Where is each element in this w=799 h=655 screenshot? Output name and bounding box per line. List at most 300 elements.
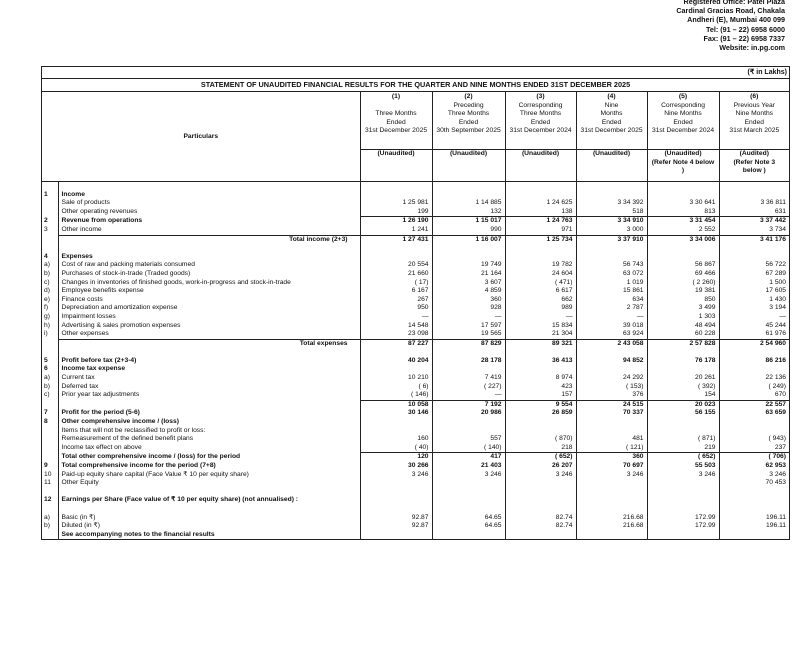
value-cell: 132	[432, 208, 505, 217]
row-label	[58, 348, 360, 357]
value-cell: 631	[774, 207, 787, 215]
column-header-line2: Nine Months	[664, 110, 702, 118]
value-cell	[432, 496, 505, 505]
row-label: See accompanying notes to the financial results	[58, 531, 360, 540]
value-cell: 82.74	[505, 522, 576, 531]
value-cell: 1 24 625	[505, 199, 576, 208]
table-row	[42, 471, 789, 480]
value-cell: 670	[774, 391, 787, 399]
row-number: c)	[42, 391, 58, 400]
value-cell: 20 986	[432, 409, 505, 418]
value-cell	[576, 244, 647, 253]
value-cell: —	[576, 313, 647, 322]
value-cell: 28 178	[432, 357, 505, 366]
value-cell: 69 466	[647, 270, 719, 279]
address-line: Cardinal Gracias Road, Chakala	[676, 6, 785, 16]
value-cell: 1 303	[647, 313, 719, 322]
value-cell: 1 241	[360, 226, 432, 235]
value-cell: —	[505, 313, 576, 322]
value-cell: 1 25 981	[360, 199, 432, 208]
column-header-line1: Corresponding	[518, 101, 563, 109]
value-cell	[719, 505, 789, 514]
row-number	[42, 235, 58, 244]
value-cell	[647, 496, 719, 505]
table-row	[42, 261, 789, 270]
value-cell: 138	[505, 208, 576, 217]
row-label: Total other comprehensive income / (loss) for the period	[58, 453, 360, 462]
column-status	[719, 150, 789, 182]
value-cell	[360, 531, 432, 540]
value-cell	[576, 496, 647, 505]
value-cell: 20 261	[647, 374, 719, 383]
table-row	[42, 522, 789, 531]
value-cell	[719, 488, 789, 497]
value-cell	[719, 182, 789, 191]
row-number: 3	[42, 226, 58, 235]
value-cell: 154	[647, 391, 719, 400]
value-cell: 172.99	[647, 522, 719, 531]
value-cell: 3 246	[647, 471, 719, 480]
column-header	[647, 92, 719, 150]
row-number	[42, 435, 58, 444]
value-cell	[576, 191, 647, 200]
table-row	[42, 330, 789, 339]
value-cell: 21 403	[432, 462, 505, 471]
table-row	[42, 191, 789, 200]
table-row	[42, 462, 789, 471]
row-label: Depreciation and amortization expense	[58, 304, 360, 313]
row-number	[42, 453, 58, 462]
value-cell: ( 943)	[768, 435, 787, 443]
statement-title: STATEMENT OF UNAUDITED FINANCIAL RESULTS FOR THE QUARTER AND NINE MONTHS ENDED 31ST DECEMBER 2025	[42, 79, 789, 92]
value-cell: 989	[505, 304, 576, 313]
value-cell: 70 697	[576, 462, 647, 471]
value-cell: 82.74	[505, 514, 576, 523]
row-label: Prior year tax adjustments	[58, 391, 360, 400]
value-cell	[647, 365, 719, 374]
value-cell	[432, 365, 505, 374]
column-header-no: (6)	[750, 93, 759, 100]
column-status-line: (Unaudited)	[377, 150, 415, 157]
column-status-line: )	[681, 167, 685, 175]
row-number	[42, 444, 58, 453]
value-cell: 8 974	[505, 374, 576, 383]
row-label	[58, 182, 360, 191]
column-header	[360, 92, 432, 150]
value-cell	[360, 479, 432, 488]
column-status-line: (Refer Note 3	[733, 158, 776, 166]
column-header-date: 31st December 2025	[580, 127, 643, 135]
column-header-line2: Months	[600, 110, 623, 118]
value-cell: 19 749	[432, 261, 505, 270]
column-header-line2: Nine Months	[735, 110, 774, 118]
value-cell: ( 140)	[432, 444, 505, 453]
value-cell: 3 246	[360, 471, 432, 480]
column-header	[576, 92, 647, 150]
value-cell: 1 14 885	[432, 199, 505, 208]
value-cell: 10 058	[360, 400, 432, 409]
value-cell: 3 36 811	[760, 199, 787, 207]
row-label: Advertising & sales promotion expenses	[58, 322, 360, 331]
value-cell: 56 743	[576, 261, 647, 270]
value-cell: 237	[774, 443, 787, 451]
table-row	[42, 435, 789, 444]
value-cell	[432, 253, 505, 262]
row-number: h)	[42, 322, 58, 331]
value-cell: 3 30 641	[647, 199, 719, 208]
value-cell	[505, 244, 576, 253]
value-cell: ( 227)	[432, 383, 505, 392]
column-header-line2: Three Months	[519, 110, 562, 118]
value-cell: 56 155	[647, 409, 719, 418]
table-row	[42, 270, 789, 279]
value-cell: 1 500	[769, 278, 787, 286]
value-cell: 39 018	[576, 322, 647, 331]
row-number: b)	[42, 383, 58, 392]
value-cell	[647, 191, 719, 200]
value-cell: ( 121)	[576, 444, 647, 453]
column-header-line1: Previous Year	[733, 101, 775, 109]
value-cell: 63 072	[576, 270, 647, 279]
value-cell: 423	[505, 383, 576, 392]
value-cell: 21 304	[505, 330, 576, 339]
value-cell: 3 41 176	[719, 235, 789, 244]
value-cell: 218	[505, 444, 576, 453]
value-cell: 1 15 017	[432, 217, 505, 226]
row-number	[42, 427, 58, 436]
row-number	[42, 400, 58, 409]
row-number: 4	[42, 253, 58, 262]
table-row	[42, 453, 789, 462]
value-cell	[505, 253, 576, 262]
value-cell: 4 859	[432, 287, 505, 296]
value-cell: 850	[647, 296, 719, 305]
spacer-row	[42, 244, 789, 253]
row-label: Other expenses	[58, 330, 360, 339]
value-cell: 76 178	[647, 357, 719, 366]
value-cell	[719, 191, 789, 200]
value-cell: 376	[576, 391, 647, 400]
row-number	[42, 244, 58, 253]
value-cell: 15 834	[505, 322, 576, 331]
value-cell	[505, 488, 576, 497]
value-cell: 216.68	[576, 514, 647, 523]
row-label	[58, 505, 360, 514]
address-line: Andheri (E), Mumbai 400 099	[687, 15, 785, 25]
value-cell	[647, 531, 719, 540]
value-cell: ( 870)	[505, 435, 576, 444]
row-label: Total comprehensive income for the period (7+8)	[58, 462, 360, 471]
value-cell	[432, 191, 505, 200]
spacer-row	[42, 182, 789, 191]
row-number	[42, 505, 58, 514]
column-header-line1: Preceding	[453, 101, 484, 109]
value-cell	[576, 505, 647, 514]
value-cell: ( 2 260)	[647, 279, 719, 288]
value-cell	[647, 253, 719, 262]
address-line: Tel: (91 – 22) 6958 6000	[706, 24, 785, 34]
value-cell: 23 098	[360, 330, 432, 339]
value-cell	[719, 244, 789, 253]
column-status	[647, 150, 719, 182]
value-cell: 1 26 190	[360, 217, 432, 226]
value-cell: 196.11	[766, 522, 787, 530]
table-row	[42, 531, 789, 540]
value-cell: 86 216	[765, 356, 787, 364]
value-cell: 26 207	[505, 462, 576, 471]
row-label: Other income	[58, 226, 360, 235]
column-header-no: (5)	[678, 93, 688, 100]
value-cell: —	[432, 391, 505, 400]
value-cell	[647, 418, 719, 427]
value-cell: 3 34 006	[647, 235, 719, 244]
row-number: b)	[42, 270, 58, 279]
value-cell	[647, 488, 719, 497]
value-cell: 3 246	[769, 470, 787, 478]
value-cell: 89 321	[505, 339, 576, 348]
value-cell: 19 381	[647, 287, 719, 296]
value-cell: 1 430	[769, 295, 787, 303]
value-cell: 24 515	[576, 400, 647, 409]
value-cell: 3 34 910	[576, 217, 647, 226]
value-cell: ( 392)	[647, 383, 719, 392]
value-cell: 3 34 392	[576, 199, 647, 208]
value-cell: 20 023	[647, 400, 719, 409]
column-header-date: 31st December 2024	[509, 127, 572, 135]
value-cell	[719, 496, 789, 505]
column-header	[719, 92, 789, 150]
row-label: Basic (in ₹)	[58, 514, 360, 523]
column-status-line: below )	[742, 167, 766, 175]
value-cell	[576, 182, 647, 191]
column-header-line2: Three Months	[447, 110, 490, 118]
column-header-no: (2)	[464, 93, 473, 100]
value-cell	[576, 488, 647, 497]
value-cell: 120	[360, 453, 432, 462]
value-cell	[647, 479, 719, 488]
column-header-line3: Ended	[601, 118, 622, 126]
financial-results-statement	[41, 66, 790, 540]
value-cell	[576, 427, 647, 436]
value-cell	[360, 427, 432, 436]
value-cell: 3 499	[647, 304, 719, 313]
value-cell: 22 136	[765, 374, 787, 382]
value-cell: ( 17)	[360, 279, 432, 288]
value-cell: 60 228	[647, 330, 719, 339]
value-cell	[576, 365, 647, 374]
table-row	[42, 235, 789, 244]
value-cell	[360, 496, 432, 505]
column-status	[505, 150, 576, 182]
row-number: a)	[42, 374, 58, 383]
table-row	[42, 383, 789, 392]
row-number: d)	[42, 287, 58, 296]
value-cell: 3 37 442	[719, 217, 789, 226]
row-number: i)	[42, 330, 58, 339]
value-cell: 7 192	[432, 400, 505, 409]
table-row	[42, 409, 789, 418]
value-cell: 2 552	[647, 226, 719, 235]
value-cell: ( 471)	[505, 279, 576, 288]
value-cell: ( 652)	[647, 453, 719, 462]
row-label: Cost of raw and packing materials consumed	[58, 261, 360, 270]
row-number	[42, 199, 58, 208]
value-cell: 10 210	[360, 374, 432, 383]
value-cell: ( 6)	[360, 383, 432, 392]
row-number	[42, 531, 58, 540]
value-cell: ( 249)	[768, 382, 787, 390]
value-cell: 30 146	[360, 409, 432, 418]
value-cell: 2 57 828	[647, 339, 719, 348]
value-cell: 20 554	[360, 261, 432, 270]
spacer-row	[42, 348, 789, 357]
row-label: Sale of products	[58, 199, 360, 208]
value-cell: 2 54 960	[719, 339, 789, 348]
value-cell: 971	[505, 226, 576, 235]
row-label: Other Equity	[58, 479, 360, 488]
row-number	[42, 208, 58, 217]
value-cell: 3 000	[576, 226, 647, 235]
value-cell: 45 244	[765, 321, 787, 329]
value-cell: 24 604	[505, 270, 576, 279]
value-cell	[719, 418, 789, 427]
value-cell: 3 246	[505, 471, 576, 480]
value-cell	[505, 496, 576, 505]
unit-label: (₹ in Lakhs)	[747, 69, 787, 76]
value-cell: 92.87	[360, 522, 432, 531]
value-cell: 21 660	[360, 270, 432, 279]
value-cell	[360, 348, 432, 357]
value-cell: 55 503	[647, 462, 719, 471]
row-label: Total expenses	[58, 339, 360, 348]
row-number: 9	[42, 462, 58, 471]
column-status	[576, 150, 647, 182]
value-cell: 67 289	[765, 269, 787, 277]
row-number: f)	[42, 304, 58, 313]
value-cell: 15 861	[576, 287, 647, 296]
row-number: g)	[42, 313, 58, 322]
row-label: Paid-up equity share capital (Face Value ₹ 10 per equity share)	[58, 471, 360, 480]
row-label: Other operating revenues	[58, 208, 360, 217]
value-cell: 6 167	[360, 287, 432, 296]
value-cell: 2 787	[576, 304, 647, 313]
value-cell: 3 246	[576, 471, 647, 480]
column-header-no: (3)	[536, 93, 545, 100]
table-row	[42, 391, 789, 400]
value-cell	[360, 488, 432, 497]
value-cell: 3 31 454	[647, 217, 719, 226]
value-cell	[719, 531, 789, 540]
table-row	[42, 427, 789, 436]
row-label: Employee benefits expense	[58, 287, 360, 296]
value-cell: 1 27 431	[360, 235, 432, 244]
table-row	[42, 296, 789, 305]
value-cell: 219	[647, 444, 719, 453]
value-cell	[505, 191, 576, 200]
row-number	[42, 339, 58, 348]
value-cell: 26 859	[505, 409, 576, 418]
address-line: Registered Office: Patel Plaza	[683, 0, 785, 6]
value-cell	[360, 253, 432, 262]
row-label: Items that will not be reclassified to profit or loss:	[58, 427, 360, 436]
value-cell: 2 43 058	[576, 339, 647, 348]
table-row	[42, 279, 789, 288]
table-row	[42, 357, 789, 366]
table-row	[42, 199, 789, 208]
spacer-row	[42, 505, 789, 514]
value-cell: 64.65	[432, 514, 505, 523]
table-row	[42, 479, 789, 488]
table-row	[42, 217, 789, 226]
value-cell: 634	[576, 296, 647, 305]
column-header-line3: Ended	[530, 118, 551, 126]
column-header-line1	[363, 102, 430, 111]
table-row	[42, 304, 789, 313]
value-cell	[432, 418, 505, 427]
row-label: Total income (2+3)	[58, 235, 360, 244]
table-row	[42, 418, 789, 427]
column-status-line: (Unaudited)	[449, 150, 488, 157]
column-header-line3: Ended	[673, 118, 693, 126]
value-cell	[432, 488, 505, 497]
column-status	[432, 150, 505, 182]
value-cell: 3 246	[432, 471, 505, 480]
column-header-date: 31st December 2025	[364, 127, 428, 135]
value-cell: 56 722	[765, 261, 787, 269]
row-label	[58, 244, 360, 253]
value-cell	[647, 505, 719, 514]
value-cell	[505, 182, 576, 191]
table-row	[42, 374, 789, 383]
value-cell: 662	[505, 296, 576, 305]
column-status-line: (Unaudited)	[664, 150, 702, 157]
value-cell: 19 782	[505, 261, 576, 270]
row-number: 8	[42, 418, 58, 427]
row-number: 6	[42, 365, 58, 374]
row-number: 1	[42, 191, 58, 200]
address-line: Fax: (91 – 22) 6958 7337	[703, 33, 785, 43]
row-number: a)	[42, 514, 58, 523]
value-cell: 3 194	[769, 304, 787, 312]
row-number: c)	[42, 279, 58, 288]
value-cell	[432, 244, 505, 253]
column-status-line: (Unaudited)	[521, 150, 560, 157]
value-cell: 87 227	[360, 339, 432, 348]
value-cell	[647, 427, 719, 436]
column-header-line2: Three Months	[375, 110, 417, 118]
value-cell: 3 734	[769, 225, 787, 233]
value-cell	[576, 253, 647, 262]
value-cell: 1 24 763	[505, 217, 576, 226]
row-label: Profit for the period (5-6)	[58, 409, 360, 418]
value-cell: ( 40)	[360, 444, 432, 453]
value-cell: 87 829	[432, 339, 505, 348]
value-cell	[432, 182, 505, 191]
value-cell	[505, 479, 576, 488]
value-cell	[432, 505, 505, 514]
value-cell: 172.99	[647, 514, 719, 523]
value-cell: 481	[576, 435, 647, 444]
row-label: Income tax expense	[58, 365, 360, 374]
value-cell: ( 146)	[360, 391, 432, 400]
row-label: Current tax	[58, 374, 360, 383]
row-number: 12	[42, 496, 58, 505]
value-cell: 62 953	[765, 462, 787, 469]
row-label: Income tax effect on above	[58, 444, 360, 453]
value-cell	[647, 244, 719, 253]
column-header-line3: Ended	[458, 118, 479, 126]
table-row	[42, 253, 789, 262]
